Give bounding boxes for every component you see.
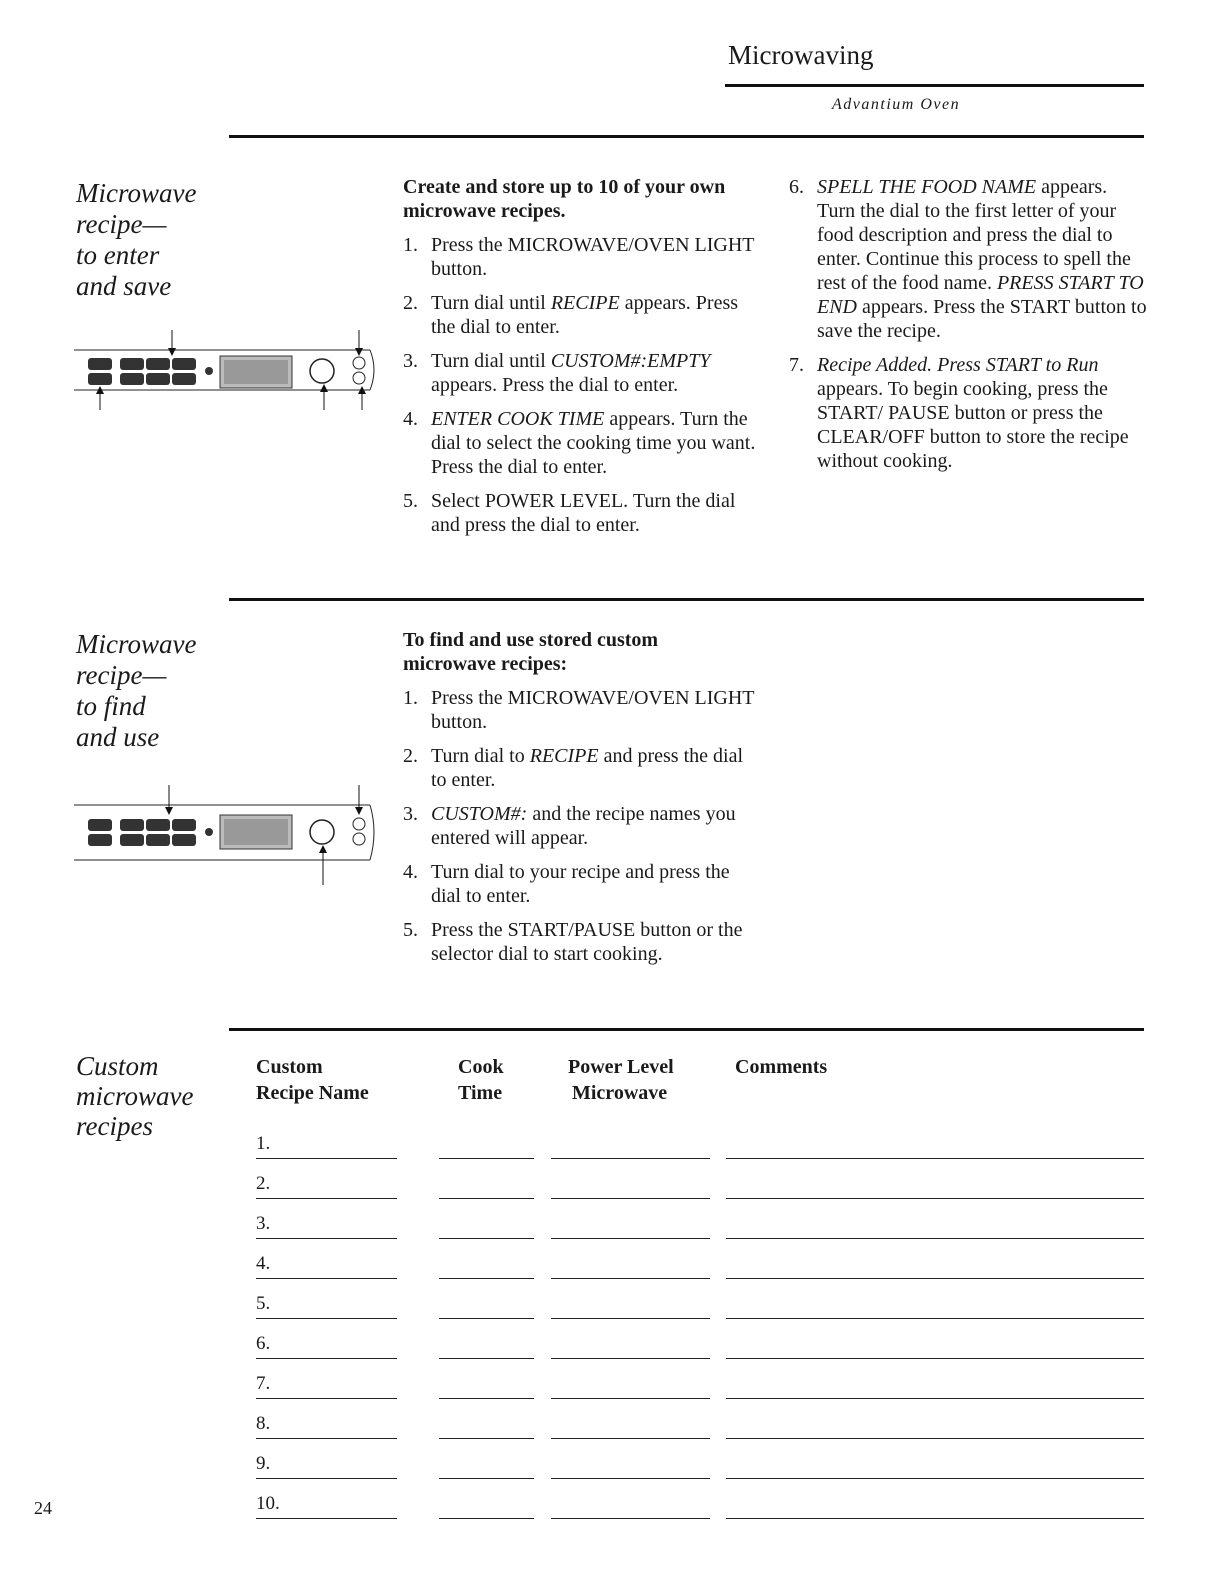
fill-in-line[interactable] xyxy=(726,1318,1144,1319)
control-panel-diagram xyxy=(74,330,380,410)
fill-in-line[interactable] xyxy=(726,1158,1144,1159)
row-number: 3. xyxy=(256,1213,271,1234)
step-item: 1. Press the MICROWAVE/OVEN LIGHT button. xyxy=(403,687,755,733)
fill-in-line[interactable] xyxy=(726,1518,1144,1519)
row-number: 4. xyxy=(256,1253,271,1274)
fill-in-line[interactable] xyxy=(439,1478,534,1479)
step-item: 6. SPELL THE FOOD NAME appears. Turn the dial to the first letter of your food description and press the dial to enter. Continue this process to spell the rest of the food name. PRESS START TO END appears. Press the START button to save the recipe. xyxy=(789,176,1147,342)
step-number: 1. xyxy=(403,687,418,709)
fill-in-line[interactable] xyxy=(551,1358,710,1359)
fill-in-line[interactable] xyxy=(256,1318,397,1319)
section-lead: To find and use stored custom microwave recipes: xyxy=(403,629,659,675)
step-item: 5. Press the START/PAUSE button or the selector dial to start cooking. xyxy=(403,919,743,965)
header-rule xyxy=(725,84,1144,87)
fill-in-line[interactable] xyxy=(439,1238,534,1239)
steps-list xyxy=(403,233,763,547)
step-item: 1. Press the MICROWAVE/OVEN LIGHT button. xyxy=(403,234,755,280)
fill-in-line[interactable] xyxy=(439,1158,534,1159)
step-item: 2. Turn dial until RECIPE appears. Press the dial to enter. xyxy=(403,292,739,338)
row-number: 7. xyxy=(256,1373,271,1394)
fill-in-line[interactable] xyxy=(726,1438,1144,1439)
section-side-title: Microwave recipe— to enter and save xyxy=(76,178,197,301)
fill-in-line[interactable] xyxy=(551,1398,710,1399)
fill-in-line[interactable] xyxy=(439,1318,534,1319)
step-number: 5. xyxy=(403,490,418,512)
step-number: 2. xyxy=(403,745,418,767)
fill-in-line[interactable] xyxy=(439,1518,534,1519)
step-item: 2. Turn dial to RECIPE and press the dial to enter. xyxy=(403,745,744,791)
fill-in-line[interactable] xyxy=(256,1358,397,1359)
section-divider xyxy=(229,598,1144,601)
fill-in-line[interactable] xyxy=(726,1238,1144,1239)
fill-in-line[interactable] xyxy=(726,1198,1144,1199)
fill-in-line[interactable] xyxy=(256,1198,397,1199)
step-number: 1. xyxy=(403,234,418,256)
fill-in-line[interactable] xyxy=(256,1438,397,1439)
fill-in-line[interactable] xyxy=(726,1278,1144,1279)
column-header-power-level: Power Level Microwave xyxy=(568,1056,674,1104)
fill-in-line[interactable] xyxy=(551,1278,710,1279)
section-side-title: Microwave recipe— to find and use xyxy=(76,629,197,752)
step-item: 3. Turn dial until CUSTOM#:EMPTY appears. Press the dial to enter. xyxy=(403,350,711,396)
column-header-cook-time: Cook Time xyxy=(458,1056,504,1104)
section-lead: Create and store up to 10 of your own microwave recipes. xyxy=(403,176,726,222)
fill-in-line[interactable] xyxy=(551,1478,710,1479)
fill-in-line[interactable] xyxy=(256,1478,397,1479)
section-divider xyxy=(229,135,1144,138)
column-header-comments: Comments xyxy=(735,1056,828,1078)
step-item: 3. CUSTOM#: and the recipe names you entered will appear. xyxy=(403,803,736,849)
fill-in-line[interactable] xyxy=(551,1238,710,1239)
step-number: 3. xyxy=(403,803,418,825)
row-number: 8. xyxy=(256,1413,271,1434)
step-number: 4. xyxy=(403,861,418,883)
section-side-title: Custom microwave recipes xyxy=(76,1051,194,1141)
step-number: 6. xyxy=(789,176,804,198)
step-number: 5. xyxy=(403,919,418,941)
steps-list xyxy=(789,175,1149,483)
fill-in-line[interactable] xyxy=(439,1358,534,1359)
step-item: 5. Select POWER LEVEL. Turn the dial and press the dial to enter. xyxy=(403,490,736,536)
step-number: 3. xyxy=(403,350,418,372)
row-number: 5. xyxy=(256,1293,271,1314)
fill-in-line[interactable] xyxy=(726,1478,1144,1479)
fill-in-line[interactable] xyxy=(726,1398,1144,1399)
fill-in-line[interactable] xyxy=(726,1358,1144,1359)
step-item: 7. Recipe Added. Press START to Run appears. To begin cooking, press the START/ PAUSE button or press the CLEAR/OFF button to store the recipe without cooking. xyxy=(789,354,1129,472)
page-header-subtitle: Advantium Oven xyxy=(832,96,961,113)
fill-in-line[interactable] xyxy=(551,1318,710,1319)
steps-list xyxy=(403,686,763,976)
row-number: 6. xyxy=(256,1333,271,1354)
fill-in-line[interactable] xyxy=(256,1518,397,1519)
row-number: 2. xyxy=(256,1173,271,1194)
fill-in-line[interactable] xyxy=(439,1198,534,1199)
page-header-title: Microwaving xyxy=(728,40,874,70)
fill-in-line[interactable] xyxy=(256,1158,397,1159)
control-panel-diagram xyxy=(74,785,380,885)
fill-in-line[interactable] xyxy=(439,1398,534,1399)
fill-in-line[interactable] xyxy=(256,1398,397,1399)
fill-in-line[interactable] xyxy=(551,1518,710,1519)
fill-in-line[interactable] xyxy=(439,1278,534,1279)
fill-in-line[interactable] xyxy=(551,1198,710,1199)
fill-in-line[interactable] xyxy=(256,1278,397,1279)
fill-in-line[interactable] xyxy=(551,1438,710,1439)
fill-in-line[interactable] xyxy=(439,1438,534,1439)
row-number: 1. xyxy=(256,1133,271,1154)
step-number: 7. xyxy=(789,354,804,376)
section-divider xyxy=(229,1028,1144,1031)
fill-in-line[interactable] xyxy=(551,1158,710,1159)
page-number: 24 xyxy=(34,1498,52,1518)
row-number: 9. xyxy=(256,1453,271,1474)
step-item: 4. Turn dial to your recipe and press the dial to enter. xyxy=(403,861,730,907)
row-number: 10. xyxy=(256,1493,280,1514)
step-number: 2. xyxy=(403,292,418,314)
fill-in-line[interactable] xyxy=(256,1238,397,1239)
step-item: 4. ENTER COOK TIME appears. Turn the dial to select the cooking time you want. Press the dial to enter. xyxy=(403,408,756,478)
column-header-recipe-name: Custom Recipe Name xyxy=(256,1056,369,1104)
step-number: 4. xyxy=(403,408,418,430)
